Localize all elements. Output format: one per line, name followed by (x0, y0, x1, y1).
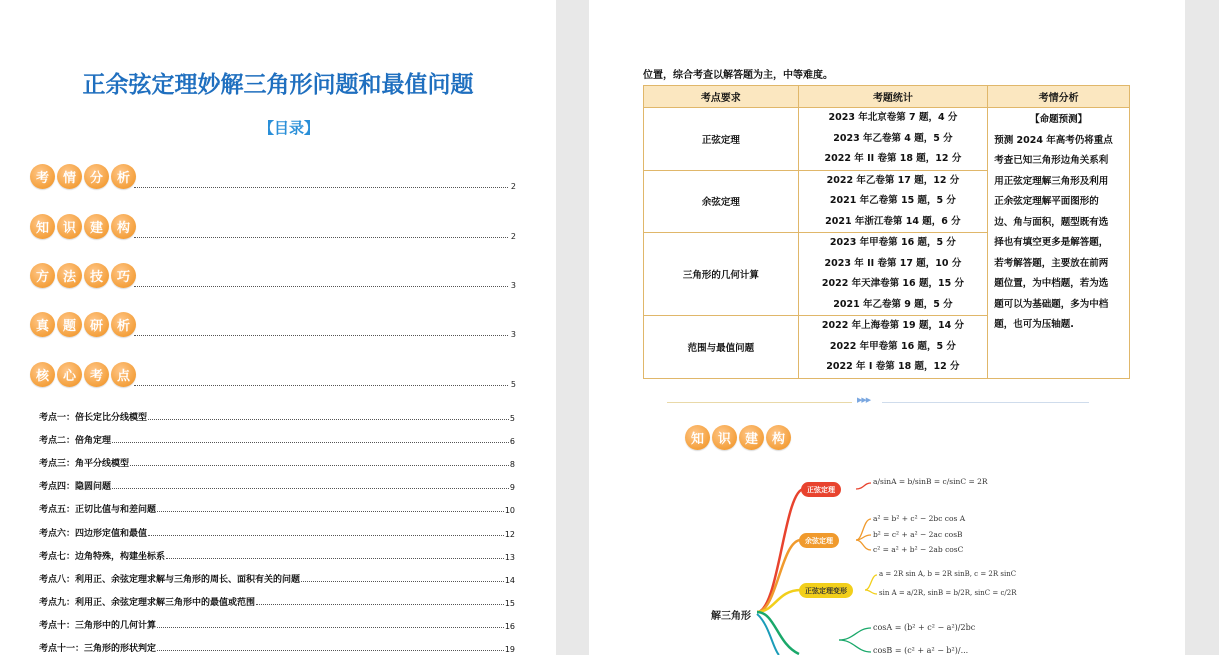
header-analysis: 考情分析 (988, 86, 1130, 108)
stat-line: 2022 年乙卷第 17 题，12 分 (826, 174, 960, 186)
badge-char: 技 (84, 263, 109, 288)
section-badge (30, 312, 136, 337)
header-topic: 考点要求 (644, 86, 799, 108)
analysis-line: 若考解答题，主要放在前两 (994, 257, 1109, 269)
topic-cell: 余弦定理 (644, 170, 799, 233)
toc-section-2[interactable] (30, 214, 516, 244)
toc-entry-label: 考点四：隐圆问题 (39, 479, 111, 492)
badge-char: 分 (84, 164, 109, 189)
analysis-cell (988, 108, 1130, 379)
badge-char: 情 (57, 164, 82, 189)
section-page-number: 3 (510, 281, 516, 290)
toc-entry-label: 考点九：利用正、余弦定理求解三角形中的最值或范围 (39, 595, 255, 608)
section-divider (667, 396, 1089, 404)
formula-cosA: cosA = (b² + c² − a²)/2bc (873, 623, 976, 632)
document-title: 正余弦定理妙解三角形问题和最值问题 (82, 72, 474, 98)
mindmap-diagram (689, 464, 1019, 655)
dot-leader (134, 286, 516, 287)
toc-entry-page: 12 (504, 529, 515, 539)
dot-leader (157, 650, 504, 651)
topic-cell: 范围与最值问题 (644, 316, 799, 379)
section-badge (30, 214, 136, 239)
dot-leader (301, 581, 504, 582)
stat-line: 2022 年上海卷第 19 题，14 分 (821, 320, 964, 331)
toc-entry-label: 考点七：边角特殊，构建坐标系 (39, 549, 165, 562)
left-document-page (0, 0, 556, 655)
stat-line: 2022 年 II 卷第 18 题，12 分 (824, 153, 962, 164)
toc-entry[interactable] (39, 525, 515, 539)
toc-entry[interactable] (39, 409, 515, 423)
toc-entry-label: 考点三：角平分线模型 (39, 456, 129, 469)
badge-char: 建 (84, 214, 109, 239)
badge-char: 巧 (111, 263, 136, 288)
toc-entry-page: 15 (504, 598, 515, 608)
dot-leader (112, 442, 509, 443)
formula-sine-variant-1: a = 2R sin A, b = 2R sinB, c = 2R sinC (879, 570, 1017, 578)
toc-entry-page: 14 (504, 575, 515, 585)
toc-entry-page: 13 (504, 552, 515, 562)
dot-leader (134, 385, 516, 386)
section-page-number: 5 (510, 380, 516, 389)
formula-cosine-b: b² = c² + a² − 2ac cosB (873, 530, 963, 539)
toc-entry-label: 考点六：四边形定值和最值 (39, 526, 147, 539)
right-margin (1185, 0, 1219, 655)
analysis-line: 边、角与面积，题型既有选 (994, 216, 1109, 228)
toc-entry[interactable] (39, 571, 515, 585)
section-badge (30, 164, 136, 189)
toc-entry-page: 9 (509, 483, 515, 493)
section-badge (30, 362, 136, 387)
analysis-line: 择也有填空更多是解答题， (994, 237, 1109, 248)
stats-cell (798, 170, 988, 233)
dot-leader (134, 187, 516, 188)
badge-char: 建 (739, 425, 764, 450)
stat-line: 2023 年 II 卷第 17 题，10 分 (824, 257, 962, 269)
badge-char: 心 (57, 362, 82, 387)
stat-line: 2022 年 I 卷第 18 题，12 分 (826, 361, 960, 372)
toc-entry-page: 6 (509, 437, 515, 447)
badge-char: 构 (111, 214, 136, 239)
analysis-line: 预测 2024 年高考仍将重点 (994, 134, 1113, 146)
toc-entry[interactable] (39, 548, 515, 562)
node-sine-law-variant: 正弦定理变形 (799, 583, 853, 598)
toc-entry[interactable] (39, 640, 515, 654)
toc-entry[interactable] (39, 501, 515, 515)
toc-section-5[interactable] (30, 362, 516, 392)
stat-line: 2022 年天津卷第 16 题，15 分 (821, 278, 964, 289)
knowledge-badge (685, 425, 791, 450)
dot-leader (112, 488, 509, 489)
stats-cell (798, 108, 988, 171)
analysis-line: 正余弦定理解平面图形的 (994, 196, 1099, 207)
badge-char: 析 (111, 164, 136, 189)
dot-leader (157, 627, 504, 628)
analysis-line: 题可以为基础题，多为中档 (994, 298, 1109, 310)
toc-entry-label: 考点十：三角形中的几何计算 (39, 618, 156, 631)
toc-entry-page: 10 (504, 506, 515, 516)
toc-entry-label: 考点二：倍角定理 (39, 433, 111, 446)
toc-section-3[interactable] (30, 263, 516, 293)
badge-char: 析 (111, 312, 136, 337)
toc-entry-page: 5 (509, 414, 515, 423)
section-page-number: 3 (510, 330, 516, 339)
stat-line: 2021 年浙江卷第 14 题，6 分 (825, 215, 961, 227)
stat-line: 2023 年乙卷第 4 题，5 分 (833, 132, 953, 144)
toc-entry[interactable] (39, 432, 515, 446)
toc-entry[interactable] (39, 594, 515, 608)
dot-leader (157, 511, 504, 512)
badge-char: 核 (30, 362, 55, 387)
toc-entry[interactable] (39, 617, 515, 631)
analysis-line: 题，也可为压轴题. (994, 319, 1074, 330)
badge-char: 题 (57, 312, 82, 337)
mindmap-root: 解三角形 (711, 611, 751, 622)
badge-char: 研 (84, 312, 109, 337)
dot-leader (256, 604, 504, 605)
arrow-icon: ▶▶▶ (857, 396, 871, 404)
section-page-number: 2 (510, 182, 516, 191)
stat-line: 2023 年甲卷第 16 题，5 分 (829, 237, 956, 248)
toc-entry[interactable] (39, 455, 515, 469)
analysis-line: 题位置，为中档题，若为选 (994, 278, 1109, 289)
badge-char: 考 (84, 362, 109, 387)
toc-section-4[interactable] (30, 312, 516, 342)
header-stats: 考题统计 (798, 86, 988, 108)
node-cosine-law: 余弦定理 (799, 533, 839, 548)
topic-cell: 三角形的几何计算 (644, 233, 799, 316)
intro-text: 位置，综合考查以解答题为主，中等难度。 (643, 70, 833, 81)
badge-char: 识 (712, 425, 737, 450)
badge-char: 知 (685, 425, 710, 450)
toc-entry[interactable] (39, 478, 515, 492)
badge-char: 知 (30, 214, 55, 239)
dot-leader (148, 535, 504, 536)
badge-char: 构 (766, 425, 791, 450)
badge-char: 考 (30, 164, 55, 189)
analysis-line: 考查已知三角形边角关系利 (994, 155, 1109, 166)
formula-cosine-a: a² = b² + c² − 2bc cos A (873, 514, 966, 523)
toc-heading: 【目录】 (258, 119, 319, 137)
formula-sine-law: a/sinA = b/sinB = c/sinC = 2R (873, 477, 988, 486)
node-sine-law: 正弦定理 (801, 482, 841, 497)
stat-line: 2021 年乙卷第 9 题，5 分 (833, 298, 953, 310)
formula-cosB: cosB = (c² + a² − b²)/... (873, 646, 969, 655)
stats-cell (798, 316, 988, 379)
badge-char: 识 (57, 214, 82, 239)
dot-leader (148, 419, 509, 420)
badge-char: 法 (57, 263, 82, 288)
badge-char: 点 (111, 362, 136, 387)
toc-entry-page: 19 (504, 645, 515, 654)
topic-cell: 正弦定理 (644, 108, 799, 171)
toc-entry-label: 考点十一：三角形的形状判定 (39, 641, 156, 654)
section-badge (30, 263, 136, 288)
stat-line: 2023 年北京卷第 7 题，4 分 (828, 112, 958, 123)
dot-leader (134, 335, 516, 336)
section-page-number: 2 (510, 232, 516, 241)
right-document-page (589, 0, 1185, 655)
analysis-title: 【命题预测】 (1030, 114, 1088, 125)
stat-line: 2021 年乙卷第 15 题，5 分 (829, 195, 956, 206)
table-row (644, 108, 1130, 171)
exam-statistics-table (643, 85, 1130, 379)
toc-entry-label: 考点一：倍长定比分线模型 (39, 410, 147, 423)
toc-section-1[interactable] (30, 164, 516, 194)
badge-char: 方 (30, 263, 55, 288)
badge-char: 真 (30, 312, 55, 337)
formula-sine-variant-2: sin A = a/2R, sinB = b/2R, sinC = c/2R (879, 589, 1017, 597)
formula-cosine-c: c² = a² + b² − 2ab cosC (873, 545, 964, 554)
page-gap (556, 0, 589, 655)
toc-entry-label: 考点八：利用正、余弦定理求解与三角形的周长、面积有关的问题 (39, 572, 300, 585)
dot-leader (134, 237, 516, 238)
dot-leader (166, 558, 504, 559)
stat-line: 2022 年甲卷第 16 题，5 分 (829, 340, 956, 352)
dot-leader (130, 465, 509, 466)
analysis-line: 用正弦定理解三角形及利用 (994, 175, 1109, 187)
toc-entry-page: 8 (509, 460, 515, 470)
toc-entry-page: 16 (504, 621, 515, 631)
toc-entry-label: 考点五：正切比值与和差问题 (39, 502, 156, 515)
stats-cell (798, 233, 988, 316)
